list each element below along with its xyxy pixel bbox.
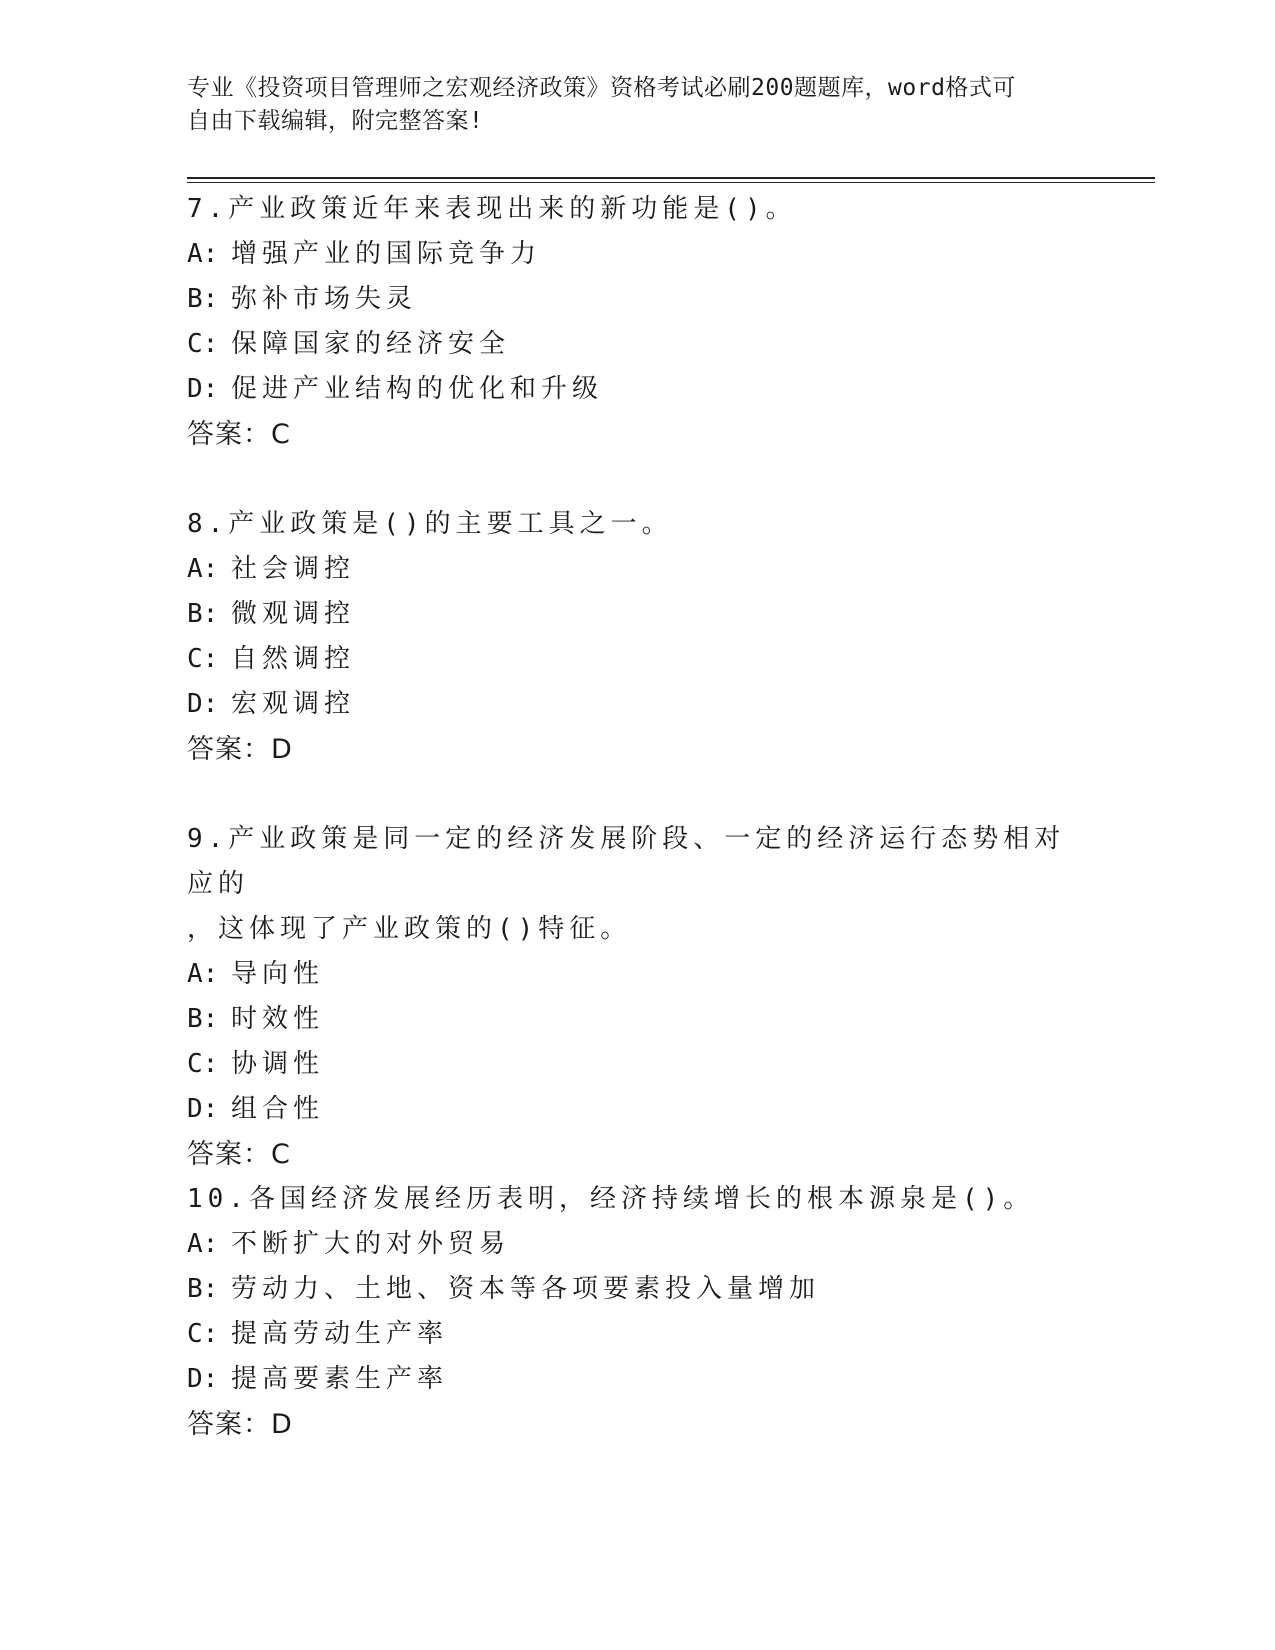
option-letter: B: bbox=[187, 1004, 219, 1034]
option-c bbox=[187, 637, 1067, 682]
question-7 bbox=[187, 187, 1067, 458]
option-letter: B: bbox=[187, 599, 219, 629]
option-b bbox=[187, 277, 1067, 322]
option-c bbox=[187, 1312, 1067, 1357]
option-letter: A: bbox=[187, 239, 219, 269]
question-text: 9.产业政策是同一定的经济发展阶段、一定的经济运行态势相对应的 bbox=[187, 824, 1066, 899]
option-letter: C: bbox=[187, 1319, 219, 1349]
option-letter: B: bbox=[187, 284, 219, 314]
answer-label: 答案：D bbox=[187, 1409, 293, 1440]
option-text: 微观调控 bbox=[231, 599, 356, 629]
option-c bbox=[187, 1042, 1067, 1087]
option-letter: C: bbox=[187, 644, 219, 674]
option-letter: D: bbox=[187, 1094, 219, 1124]
question-text: 10.各国经济发展经历表明，经济持续增长的根本源泉是()。 bbox=[187, 1184, 1035, 1214]
question-text-continued: ，这体现了产业政策的()特征。 bbox=[187, 914, 632, 944]
question-10 bbox=[187, 1177, 1067, 1448]
answer-label: 答案：C bbox=[187, 419, 291, 450]
option-c bbox=[187, 322, 1067, 367]
option-letter: A: bbox=[187, 1229, 219, 1259]
option-text: 协调性 bbox=[231, 1049, 325, 1079]
option-text: 导向性 bbox=[231, 959, 325, 989]
option-letter: C: bbox=[187, 329, 219, 359]
option-b bbox=[187, 1267, 1067, 1312]
option-letter: D: bbox=[187, 374, 219, 404]
option-text: 自然调控 bbox=[231, 644, 356, 674]
header-divider-thick bbox=[187, 177, 1155, 179]
question-9 bbox=[187, 817, 1067, 1178]
option-a bbox=[187, 547, 1067, 592]
option-text: 提高劳动生产率 bbox=[231, 1319, 449, 1349]
option-b bbox=[187, 997, 1067, 1042]
option-d bbox=[187, 1357, 1067, 1402]
option-letter: A: bbox=[187, 959, 219, 989]
option-letter: A: bbox=[187, 554, 219, 584]
option-text: 劳动力、土地、资本等各项要素投入量增加 bbox=[231, 1274, 821, 1304]
option-text: 社会调控 bbox=[231, 554, 356, 584]
option-text: 宏观调控 bbox=[231, 689, 356, 719]
option-letter: C: bbox=[187, 1049, 219, 1079]
option-text: 弥补市场失灵 bbox=[231, 284, 418, 314]
option-a bbox=[187, 952, 1067, 997]
question-text: 8.产业政策是()的主要工具之一。 bbox=[187, 509, 673, 539]
option-text: 提高要素生产率 bbox=[231, 1364, 449, 1394]
option-text: 保障国家的经济安全 bbox=[231, 329, 511, 359]
option-a bbox=[187, 232, 1067, 277]
option-text: 时效性 bbox=[231, 1004, 325, 1034]
option-a bbox=[187, 1222, 1067, 1267]
header-line-2: 自由下载编辑，附完整答案! bbox=[187, 108, 484, 134]
option-letter: D: bbox=[187, 689, 219, 719]
header-divider-thin bbox=[187, 182, 1155, 183]
option-d bbox=[187, 1087, 1067, 1132]
option-d bbox=[187, 367, 1067, 412]
option-letter: B: bbox=[187, 1274, 219, 1304]
option-text: 组合性 bbox=[231, 1094, 325, 1124]
question-text: 7.产业政策近年来表现出来的新功能是()。 bbox=[187, 194, 797, 224]
document-header bbox=[187, 72, 1087, 138]
option-d bbox=[187, 682, 1067, 727]
option-letter: D: bbox=[187, 1364, 219, 1394]
option-text: 促进产业结构的优化和升级 bbox=[231, 374, 604, 404]
option-text: 增强产业的国际竞争力 bbox=[231, 239, 542, 269]
answer-label: 答案：C bbox=[187, 1139, 291, 1170]
question-8 bbox=[187, 502, 1067, 773]
option-text: 不断扩大的对外贸易 bbox=[231, 1229, 511, 1259]
option-b bbox=[187, 592, 1067, 637]
answer-label: 答案：D bbox=[187, 734, 293, 765]
header-line-1: 专业《投资项目管理师之宏观经济政策》资格考试必刷200题题库，word格式可 bbox=[187, 75, 1016, 101]
